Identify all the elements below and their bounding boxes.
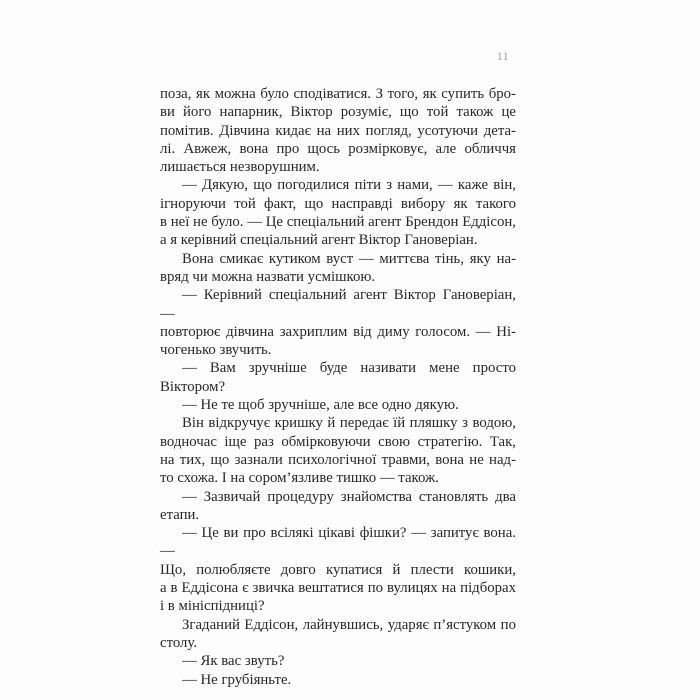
paragraph <box>160 286 516 359</box>
text-line: Згаданий Еддісон, лайнувшись, ударяє п’ястуком по <box>182 616 516 633</box>
text-line: ви його напарник, Віктор розуміє, що той також це <box>160 104 516 121</box>
paragraph <box>160 616 516 653</box>
text-line: поза, як можна було сподіватися. З того, як супить бро- <box>160 86 516 102</box>
text-line: ігноруючи той факт, що насправді вибору як такого <box>160 195 516 212</box>
text-block <box>160 85 516 689</box>
text-line: на тих, що зазнали психологічної травми, вона не над- <box>160 451 516 468</box>
text-line: і в мініспідниці? <box>160 598 265 615</box>
text-line: вряд чи можна назвати усмішкою. <box>160 268 376 285</box>
text-line: — Це ви про всілякі цікаві фішки? — запитує вона. — <box>160 525 516 560</box>
text-line: Вона смикає кутиком вуст — миттєва тінь, яку на- <box>182 250 516 267</box>
paragraph <box>160 176 516 249</box>
text-line: — Не грубіяньте. <box>182 671 292 688</box>
text-line: Він відкручує кришку й передає їй пляшку з водою, <box>182 415 516 432</box>
text-line: а я керівний спеціальний агент Віктор Гановеріан. <box>160 232 478 249</box>
paragraph <box>160 396 516 414</box>
text-line: — Вам зручніше буде називати мене просто Віктором? <box>160 360 516 395</box>
text-line: то схожа. І на сором’язливе тишко — також. <box>160 470 439 487</box>
paragraph <box>160 85 516 176</box>
text-line: помітив. Дівчина кидає на них погляд, усотуючи дета- <box>160 122 516 139</box>
text-line: повторює дівчина захриплим від диму голосом. — Ні- <box>160 323 516 340</box>
text-line: лі. Авжеж, вона про щось розмірковує, але обличчя <box>160 140 516 157</box>
text-line: чогенько звучить. <box>160 342 272 359</box>
text-line: етапи. <box>160 506 200 523</box>
paragraph <box>160 524 516 615</box>
paragraph <box>160 359 516 396</box>
paragraph <box>160 671 516 689</box>
text-line: лишається незворушним. <box>160 159 320 176</box>
paragraph <box>160 652 516 670</box>
text-line: — Не те щоб зручніше, але все одно дякую. <box>182 397 459 414</box>
paragraph <box>160 488 516 525</box>
text-line: водночас іще раз обмірковуючи свою стратегію. Так, <box>160 433 516 450</box>
paragraph <box>160 414 516 487</box>
text-line: — Зазвичай процедуру знайомства становлять два <box>182 488 516 505</box>
text-line: столу. <box>160 634 198 651</box>
text-line: — Керівний спеціальний агент Віктор Гановеріан, — <box>160 287 516 322</box>
text-line: — Як вас звуть? <box>182 653 285 670</box>
text-line: Що, полюбляєте довго купатися й плести кошики, <box>160 561 516 578</box>
page-number: 11 <box>496 51 509 63</box>
paragraph <box>160 250 516 287</box>
text-line: — Дякую, що погодилися піти з нами, — каже він, <box>182 177 516 194</box>
text-line: в неї не було. — Це спеціальний агент Брендон Еддісон, <box>160 214 516 231</box>
text-line: а в Еддісона є звичка вештатися по вулицях на підборах <box>160 580 516 597</box>
